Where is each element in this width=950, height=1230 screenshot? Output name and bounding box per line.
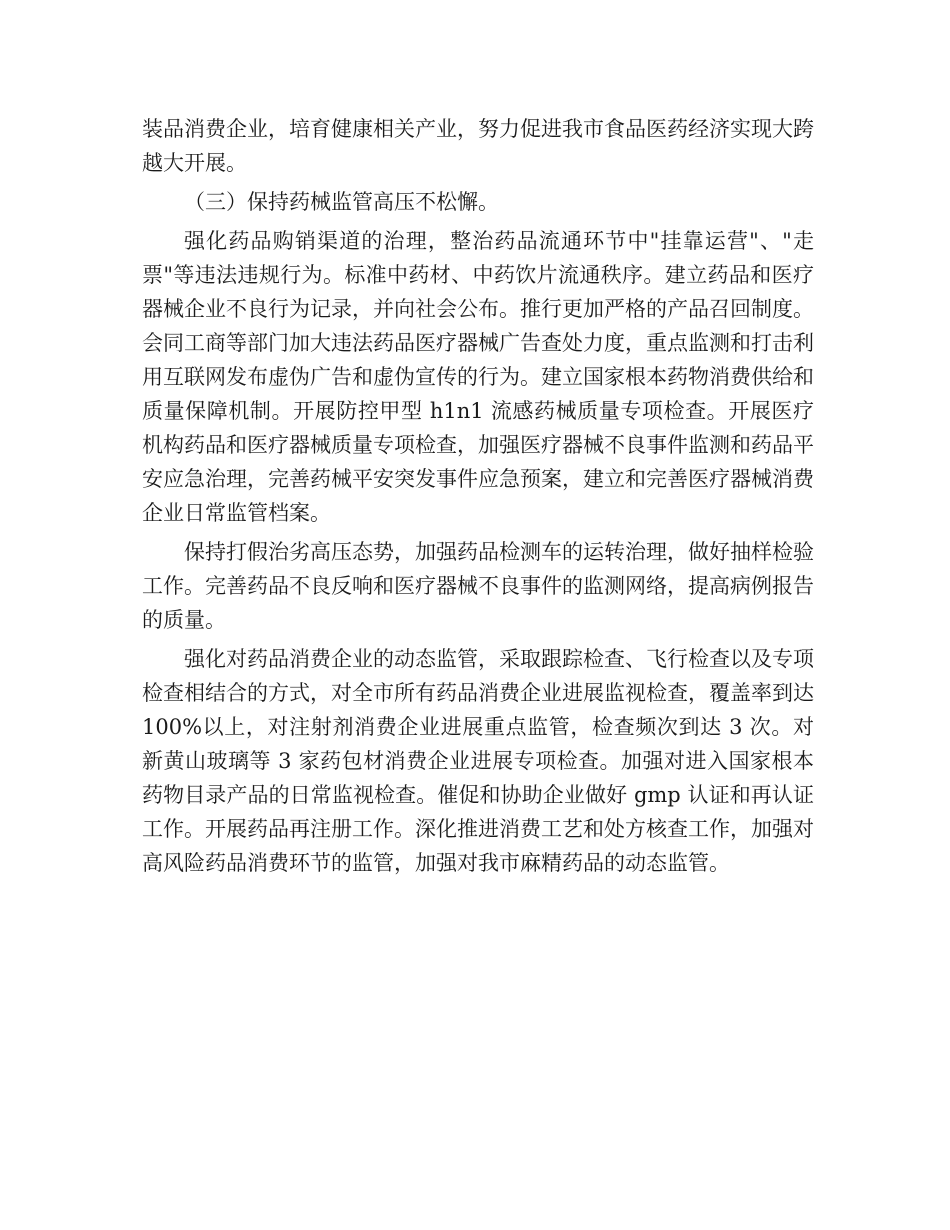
paragraph-distribution-regulation: 强化药品购销渠道的治理，整治药品流通环节中"挂靠运营"、"走票"等违法违规行为。标准中药材、中药饮片流通秩序。建立药品和医疗器械企业不良行为记录，并向社会公布。推行更加严格的产品召回制度。会同工商等部门加大违法药品医疗器械广告查处力度，重点监测和打击利用互联网发布虚伪广告和虚伪宣传的行为。建立国家根本药物消费供给和质量保障机制。开展防控甲型 h1n1 流感药械质量专项检查。开展医疗机构药品和医疗器械质量专项检查，加强医疗器械不良事件监测和药品平安应急治理，完善药械平安突发事件应急预案，建立和完善医疗器械消费企业日常监管档案。 xyxy=(142,229,814,525)
section-heading: （三）保持药械监管高压不松懈。 xyxy=(184,190,499,214)
document-body xyxy=(142,112,814,885)
paragraph-continuation: 装品消费企业，培育健康相关产业，努力促进我市食品医药经济实现大跨越大开展。 xyxy=(142,117,814,175)
paragraph-anti-counterfeit: 保持打假治劣高压态势，加强药品检测车的运转治理，做好抽样检验工作。完善药品不良反响和医疗器械不良事件的监测网络，提高病例报告的质量。 xyxy=(142,540,814,632)
paragraph-manufacturer-supervision: 强化对药品消费企业的动态监管，采取跟踪检查、飞行检查以及专项检查相结合的方式，对全市所有药品消费企业进展监视检查，覆盖率到达 100%以上，对注射剂消费企业进展重点监管，检查频次到达 3 次。对新黄山玻璃等 3 家药包材消费企业进展专项检查。加强对进入国家根本药物目录产品的日常监视检查。催促和协助企业做好 gmp 认证和再认证工作。开展药品再注册工作。深化推进消费工艺和处方核查工作，加强对高风险药品消费环节的监管，加强对我市麻精药品的动态监管。 xyxy=(142,647,814,875)
